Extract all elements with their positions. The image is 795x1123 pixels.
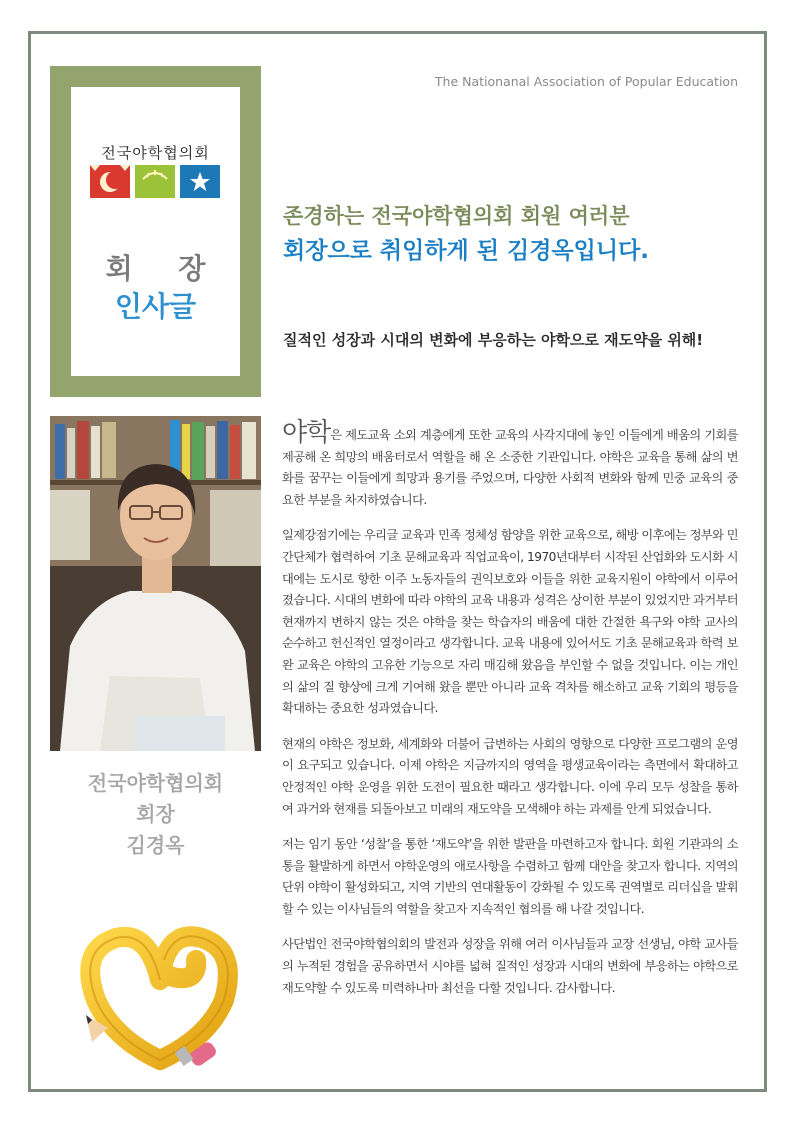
title-card [71,87,240,376]
pencil-heart-image [78,920,238,1070]
paragraph-1-text: 은 제도교육 소외 계층에게 또한 교육의 사각지대에 놓인 이들에게 배움의 기회를 제공해 온 희망의 배움터로서 역할을 해 온 소중한 기관입니다. 야학은 교육을 통해 삶의 변화를 꿈꾸는 이들에게 희망과 용기를 주었으며, 다양한 사회적 변화와 함께 민중 교육의 중요한 부분을 차지하였습니다. [282,428,738,507]
org-name-english: The Nationanal Association of Popular Education [434,74,738,89]
president-org: 전국야학협의회 [87,771,224,795]
card-title-greeting: 인사글 [114,290,197,323]
president-role: 회장 [136,802,175,826]
president-name: 김경옥 [126,833,185,857]
paragraph-1 [282,418,738,511]
logo [90,165,220,198]
paragraph-3: 현재의 야학은 정보화, 세계화와 더불어 급변하는 사회의 영향으로 다양한 프로그램의 운영이 요구되고 있습니다. 이제 야학은 지금까지의 영역을 평생교육이라는 측면에서 확대하고 안정적인 야학 운영을 위한 도전이 필요한 때라고 생각합니다. 이에 우리 모두 성찰을 통하여 과거와 현재를 되돌아보고 미래의 재도약을 모색해야 하는 과제를 안게 되었습니다. [282,736,738,816]
card-title-president: 회 장 [105,252,224,285]
star-logo-block [180,165,220,198]
greeting-line-1: 존경하는 전국야학협의회 회원 여러분 [283,204,630,228]
paragraph-2: 일제강점기에는 우리글 교육과 민족 정체성 함양을 위한 교육으로, 해방 이후에는 정부와 민간단체가 협력하여 기초 문해교육과 직업교육이, 1970년대부터 시작된 산업화와 도시화 시대에는 도시로 향한 이주 노동자들의 권익보호와 이들을 위한 교육지원이 야학에서 이루어졌습니다. 시대의 변화에 따라 야학의 교육 내용과 성격은 상이한 부분이 있었지만 과거부터 현재까지 변하지 않는 것은 야학을 찾는 학습자의 배움에 대한 간절한 욕구와 야학 교사의 순수하고 헌신적인 열정이라고 생각합니다. 교육 내용에 있어서도 기초 문해교육과 학력 보완 교육은 야학의 고유한 기능으로 자리 매김해 왔음을 부인할 수 없을 것입니다. 이는 개인의 삶의 질 향상에 크게 기여해 왔을 뿐만 아니라 교육 격차를 해소하고 교육 기회의 평등을 확대하는 중요한 성과였습니다. [282,528,738,716]
president-photo [50,416,261,751]
paragraph-4: 저는 임기 동안 ‘성찰’을 통한 ‘재도약’을 위한 발판을 마련하고자 합니다. 회원 기관과의 소통을 활발하게 하면서 야학운영의 애로사항을 수렴하고 함께 대안을 찾고자 합니다. 지역의 단위 야학이 활성화되고, 지역 기반의 연대활동이 강화될 수 있도록 권역별로 리더십을 발휘할 수 있는 이사님들의 역할을 찾고자 지속적인 협의를 해 나갈 것입니다. [282,837,738,916]
logo-text: 전국야학협의회 [101,144,210,162]
first-word: 야학 [282,418,331,448]
paragraph-5: 사단법인 전국야학협의회의 발전과 성장을 위해 여러 이사님들과 교장 선생님, 야학 교사들의 누적된 경험을 공유하면서 시야를 넓혀 질적인 성장과 시대의 변화에 부응하는 야학으로 재도약할 수 있도록 미력하나마 최선을 다할 것입니다. 감사합니다. [282,937,738,995]
greeting-letter-body [282,418,738,1013]
president-caption [50,768,261,861]
greeting-line-2: 회장으로 취임하게 된 김경옥입니다. [283,238,650,264]
moon-logo-block [90,165,130,198]
sun-logo-block [135,165,175,198]
subtitle: 질적인 성장과 시대의 변화에 부응하는 야학으로 재도약을 위해! [283,331,704,349]
